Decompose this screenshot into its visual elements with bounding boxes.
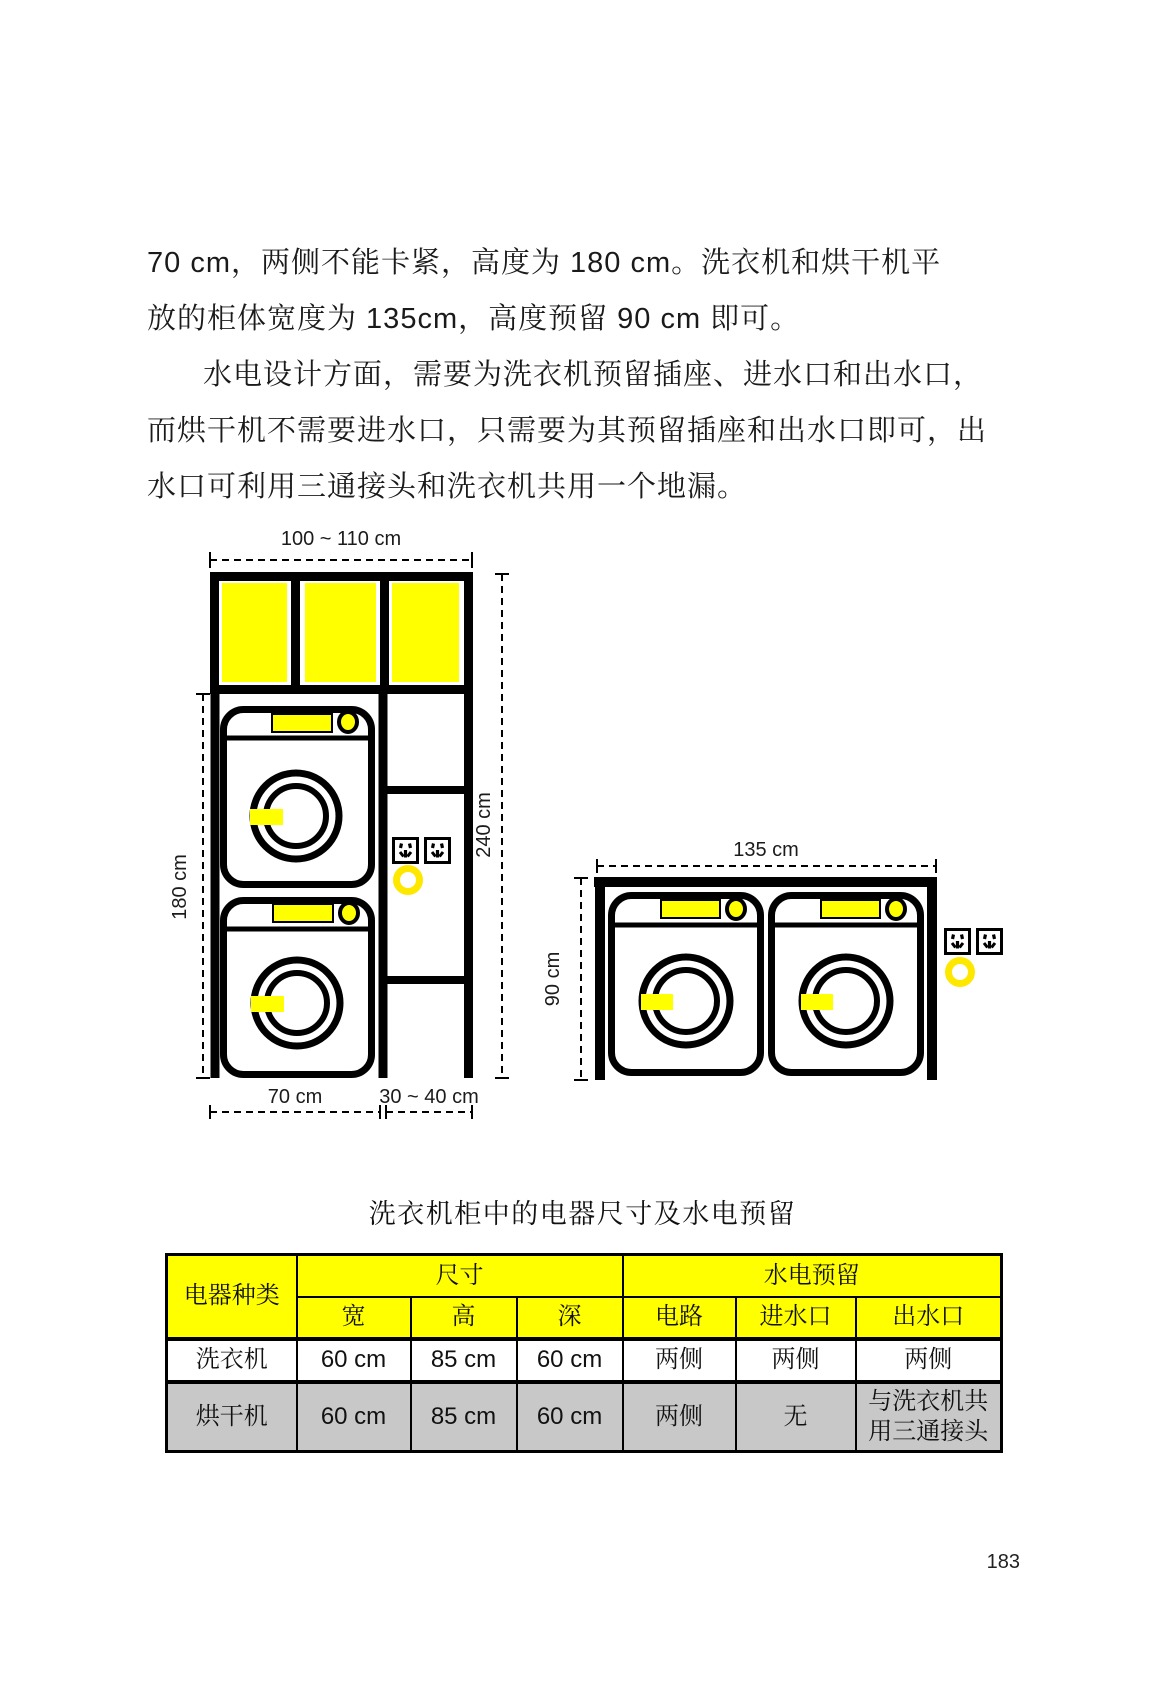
washing-machine-front <box>224 710 372 885</box>
table-row-washer <box>167 1339 1002 1382</box>
water-point-icon <box>949 961 972 984</box>
dryer-front <box>224 901 372 1075</box>
cell-circuit: 两侧 <box>623 1382 736 1452</box>
power-socket-icon <box>426 839 450 863</box>
appliance-dimensions-table <box>165 1253 1003 1453</box>
cell-depth: 60 cm <box>517 1382 623 1452</box>
table-header-row <box>167 1255 1002 1297</box>
power-socket-icon <box>394 839 418 863</box>
counter-height-dim-line <box>574 878 588 1080</box>
cell-depth: 60 cm <box>517 1339 623 1382</box>
power-socket-icon <box>946 930 970 954</box>
power-socket-icon <box>978 930 1002 954</box>
washing-machine-front <box>612 896 761 1073</box>
program-knob <box>887 899 905 919</box>
control-panel-display <box>273 904 333 922</box>
sbs-width-dim-line <box>597 859 936 873</box>
machines-height-dim-line <box>196 694 210 1078</box>
laundry-cabinet-diagram <box>140 470 1040 1150</box>
body-text-line: 水电设计方面，需要为洗衣机预留插座、进水口和出水口， <box>203 359 984 391</box>
machine-width-label: 70 cm <box>267 1086 323 1108</box>
sbs-cabinet-width-label: 135 cm <box>733 839 799 861</box>
control-panel-display <box>661 900 720 918</box>
cell-type: 洗衣机 <box>167 1339 297 1382</box>
total-height-label: 240 cm <box>473 792 495 858</box>
cell-inlet: 无 <box>736 1382 856 1452</box>
body-text-line: 而烘干机不需要进水口，只需要为其预留插座和出水口即可，出 <box>147 415 988 447</box>
program-knob <box>340 903 358 923</box>
page-number: 183 <box>986 1551 1020 1573</box>
body-text-line: 70 cm，两侧不能卡紧，高度为 180 cm。洗衣机和烘干机平 <box>147 247 942 279</box>
machines-height-label: 180 cm <box>169 854 191 920</box>
cell-outlet: 两侧 <box>856 1339 1002 1382</box>
door-handle <box>250 809 283 825</box>
cell-width: 60 cm <box>297 1339 411 1382</box>
door-handle <box>251 996 284 1012</box>
header-width: 宽 <box>297 1297 411 1339</box>
body-text-line: 放的柜体宽度为 135cm，高度预留 90 cm 即可。 <box>147 303 801 335</box>
table-row-dryer <box>167 1382 1002 1452</box>
cabinet-door-panel <box>222 583 287 682</box>
stacked-width-dim-line <box>210 552 472 568</box>
cabinet-door-panel <box>305 583 376 682</box>
dryer-front <box>772 896 921 1073</box>
header-group-size: 尺寸 <box>297 1255 623 1297</box>
stacked-cabinet-width-label: 100 ~ 110 cm <box>280 528 402 550</box>
header-depth: 深 <box>517 1297 623 1339</box>
cell-circuit: 两侧 <box>623 1339 736 1382</box>
body-text-line: 水口可利用三通接头和洗衣机共用一个地漏。 <box>147 471 748 503</box>
header-circuit: 电路 <box>623 1297 736 1339</box>
header-outlet: 出水口 <box>856 1297 1002 1339</box>
cell-inlet: 两侧 <box>736 1339 856 1382</box>
water-point-icon <box>397 869 420 892</box>
header-group-utilities: 水电预留 <box>623 1255 1002 1297</box>
cell-outlet: 与洗衣机共用三通接头 <box>856 1382 1002 1452</box>
total-height-dim-line <box>495 574 509 1078</box>
counter-height-label: 90 cm <box>542 951 564 1007</box>
cell-type: 烘干机 <box>167 1382 297 1452</box>
door-handle <box>801 994 833 1010</box>
cell-height: 85 cm <box>411 1339 517 1382</box>
program-knob <box>727 899 745 919</box>
cabinet-door-panel <box>392 583 459 682</box>
table-title: 洗衣机柜中的电器尺寸及水电预留 <box>368 1199 797 1229</box>
header-inlet: 进水口 <box>736 1297 856 1339</box>
side-column-width-label: 30 ~ 40 cm <box>379 1086 479 1108</box>
side-by-side-unit-diagram <box>542 839 1002 1080</box>
stacked-unit-diagram <box>169 528 509 1119</box>
header-height: 高 <box>411 1297 517 1339</box>
control-panel-display <box>272 714 332 732</box>
header-appliance-type: 电器种类 <box>167 1255 297 1339</box>
door-handle <box>641 994 673 1010</box>
cell-height: 85 cm <box>411 1382 517 1452</box>
cell-width: 60 cm <box>297 1382 411 1452</box>
program-knob <box>339 712 357 732</box>
control-panel-display <box>821 900 880 918</box>
